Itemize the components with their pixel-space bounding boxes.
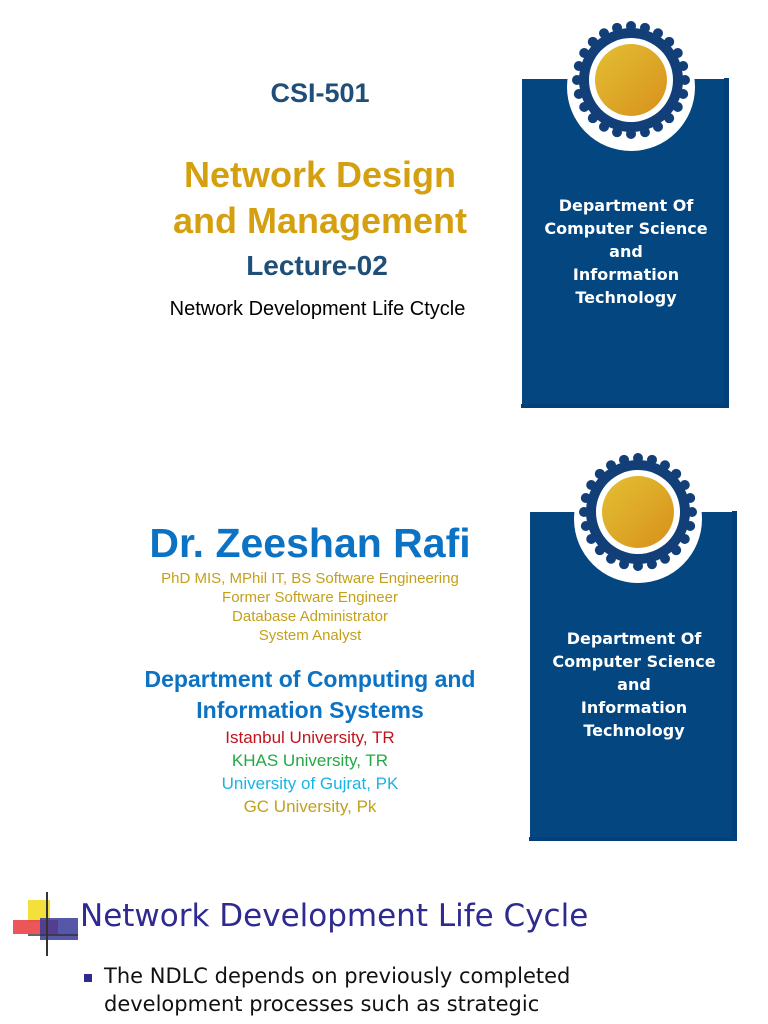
seal-tooth xyxy=(572,75,582,85)
credential-line: Former Software Engineer xyxy=(222,589,398,606)
seal-tooth xyxy=(671,545,681,555)
seal-tooth xyxy=(579,507,589,517)
seal-tooth xyxy=(633,453,643,463)
seal-tooth xyxy=(599,122,609,132)
university-seal-icon xyxy=(559,20,703,154)
seal-tooth xyxy=(633,561,643,571)
dept-line: Computer Science xyxy=(544,219,708,238)
seal-tooth xyxy=(581,521,591,531)
slide-decoration-icon xyxy=(10,890,80,960)
seal-tooth xyxy=(680,75,690,85)
seal-tooth xyxy=(653,28,663,38)
seal-tooth xyxy=(680,534,690,544)
dept-line: Information Technology xyxy=(572,265,680,307)
bullet-icon xyxy=(84,974,92,982)
seal-tooth xyxy=(595,545,605,555)
university-item: Istanbul University, TR xyxy=(225,728,395,747)
bullet-line: development processes such as strategic xyxy=(104,992,540,1016)
seal-tooth xyxy=(647,559,657,569)
university-item: GC University, Pk xyxy=(243,797,377,816)
seal-tooth xyxy=(606,460,616,470)
lecture-subtitle: Network Development Life Ctycle xyxy=(169,298,466,320)
dept-line: Information Technology xyxy=(580,698,688,740)
seal-tooth xyxy=(647,455,657,465)
university-list xyxy=(110,726,510,818)
seal-tooth xyxy=(640,127,650,137)
seal-tooth xyxy=(660,554,670,564)
bullet-line: The NDLC depends on previously completed xyxy=(104,964,571,988)
seal-tooth xyxy=(588,113,598,123)
lecture-number: Lecture-02 xyxy=(246,250,388,281)
seal-tooth xyxy=(619,455,629,465)
seal-tooth xyxy=(595,469,605,479)
university-seal-icon xyxy=(566,452,710,586)
slide-title-line2: and Management xyxy=(172,200,468,241)
seal-tooth xyxy=(581,493,591,503)
seal-tooth xyxy=(619,559,629,569)
dept-line: and xyxy=(617,675,651,694)
seal-tooth xyxy=(673,48,683,58)
seal-tooth xyxy=(574,61,584,71)
department-line1: Department of Computing and xyxy=(144,666,476,692)
seal-tooth xyxy=(653,122,663,132)
seal-tooth xyxy=(664,37,674,47)
university-item: KHAS University, TR xyxy=(231,751,389,770)
course-code: CSI-501 xyxy=(270,78,370,108)
seal-tooth xyxy=(680,480,690,490)
seal-tooth xyxy=(599,28,609,38)
department-card-text xyxy=(521,194,731,309)
seal-tooth xyxy=(660,460,670,470)
seal-tooth xyxy=(687,507,697,517)
seal-tooth xyxy=(606,554,616,564)
department-line2: Information Systems xyxy=(196,697,424,723)
seal-tooth xyxy=(626,21,636,31)
seal-tooth xyxy=(626,129,636,139)
dept-line: Department Of xyxy=(558,196,694,215)
section-title: Network Development Life Cycle xyxy=(80,898,589,934)
dept-line: and xyxy=(609,242,643,261)
seal-tooth xyxy=(664,113,674,123)
seal-tooth xyxy=(640,23,650,33)
seal-tooth xyxy=(685,493,695,503)
dept-line: Computer Science xyxy=(552,652,716,671)
seal-tooth xyxy=(586,480,596,490)
credential-line: System Analyst xyxy=(258,627,362,644)
author-credentials xyxy=(110,569,510,645)
dept-line: Department Of xyxy=(566,629,702,648)
department-card-text xyxy=(529,627,739,742)
department-name xyxy=(110,664,510,726)
seal-tooth xyxy=(579,48,589,58)
bullet-text xyxy=(104,962,624,1018)
seal-tooth xyxy=(678,89,688,99)
credential-line: Database Administrator xyxy=(232,608,388,625)
slide-title-line1: Network Design xyxy=(183,154,457,195)
seal-tooth xyxy=(673,102,683,112)
seal-tooth xyxy=(574,89,584,99)
slide-title xyxy=(130,152,510,244)
seal-tooth xyxy=(612,127,622,137)
seal-tooth xyxy=(685,521,695,531)
seal-tooth xyxy=(579,102,589,112)
author-name: Dr. Zeeshan Rafi xyxy=(149,520,471,566)
university-item: University of Gujrat, PK xyxy=(221,774,399,793)
seal-tooth xyxy=(678,61,688,71)
seal-tooth xyxy=(671,469,681,479)
seal-tooth xyxy=(586,534,596,544)
credential-line: PhD MIS, MPhil IT, BS Software Engineering xyxy=(161,570,459,587)
seal-tooth xyxy=(588,37,598,47)
seal-tooth xyxy=(612,23,622,33)
